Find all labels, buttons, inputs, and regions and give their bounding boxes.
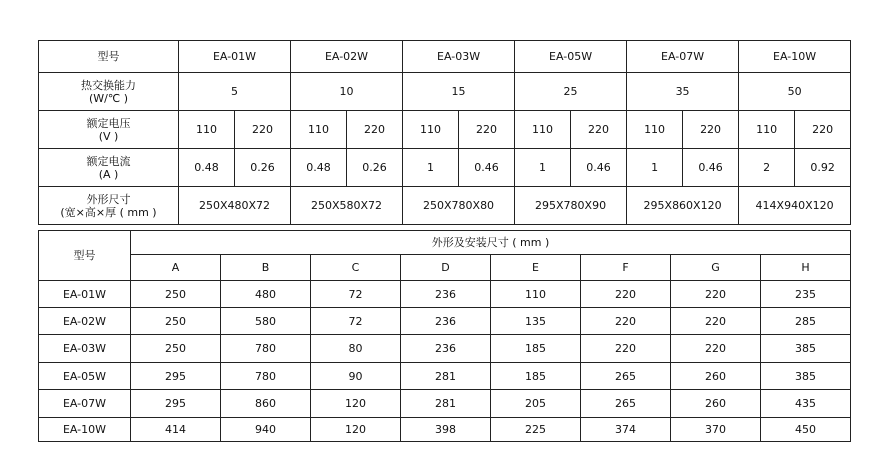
dimension-cell: 860	[221, 390, 311, 418]
column-header: H	[761, 255, 851, 281]
size-label-line1: 外形尺寸	[86, 192, 131, 206]
dims-group-row	[39, 231, 851, 255]
dims-body	[39, 281, 851, 442]
voltage-value: 110	[627, 111, 683, 149]
voltage-value: 110	[179, 111, 235, 149]
table-row	[39, 363, 851, 390]
current-value: 0.26	[235, 149, 291, 187]
dimension-cell: 260	[671, 390, 761, 418]
dimension-cell: 220	[581, 281, 671, 308]
voltage-value: 220	[235, 111, 291, 149]
current-value: 0.46	[459, 149, 515, 187]
dimension-cell: 480	[221, 281, 311, 308]
dimension-cell: 374	[581, 418, 671, 442]
dimension-cell: 250	[131, 281, 221, 308]
model-label: 型号	[39, 41, 179, 73]
voltage-label-line2: (V )	[98, 129, 119, 143]
size-value: 414X940X120	[739, 187, 851, 225]
heat-value: 35	[627, 73, 739, 111]
current-value: 1	[403, 149, 459, 187]
dimension-cell: 398	[401, 418, 491, 442]
dimension-cell: 260	[671, 363, 761, 390]
row-model: EA-03W	[39, 335, 131, 363]
model-header: EA-10W	[739, 41, 851, 73]
spec-model-row	[39, 41, 851, 73]
dimension-cell: 435	[761, 390, 851, 418]
column-header: G	[671, 255, 761, 281]
row-model: EA-10W	[39, 418, 131, 442]
dimension-cell: 295	[131, 390, 221, 418]
current-value: 0.46	[683, 149, 739, 187]
size-value: 250X780X80	[403, 187, 515, 225]
current-row	[39, 149, 851, 187]
table-row	[39, 308, 851, 335]
dimension-cell: 225	[491, 418, 581, 442]
dims-column-row	[39, 255, 851, 281]
heat-value: 15	[403, 73, 515, 111]
dimension-cell: 72	[311, 308, 401, 335]
voltage-value: 110	[291, 111, 347, 149]
column-header: C	[311, 255, 401, 281]
dimension-cell: 205	[491, 390, 581, 418]
dimension-cell: 72	[311, 281, 401, 308]
dims-model-label: 型号	[39, 231, 131, 281]
dimension-cell: 780	[221, 335, 311, 363]
column-header: E	[491, 255, 581, 281]
voltage-value: 110	[403, 111, 459, 149]
voltage-label	[39, 111, 179, 149]
column-header: F	[581, 255, 671, 281]
dimension-cell: 295	[131, 363, 221, 390]
row-model: EA-07W	[39, 390, 131, 418]
row-model: EA-05W	[39, 363, 131, 390]
model-header: EA-02W	[291, 41, 403, 73]
dimension-cell: 285	[761, 308, 851, 335]
dimension-cell: 135	[491, 308, 581, 335]
dimension-cell: 220	[671, 281, 761, 308]
model-header: EA-07W	[627, 41, 739, 73]
voltage-value: 220	[347, 111, 403, 149]
current-value: 0.48	[179, 149, 235, 187]
size-label	[39, 187, 179, 225]
table-row	[39, 418, 851, 442]
dimension-cell: 385	[761, 363, 851, 390]
dimension-cell: 780	[221, 363, 311, 390]
table-row	[39, 281, 851, 308]
voltage-value: 220	[795, 111, 851, 149]
current-value: 1	[627, 149, 683, 187]
voltage-value: 110	[739, 111, 795, 149]
heat-label	[39, 73, 179, 111]
dimension-cell: 281	[401, 363, 491, 390]
heat-value: 50	[739, 73, 851, 111]
voltage-value: 220	[459, 111, 515, 149]
dimension-cell: 236	[401, 308, 491, 335]
heat-value: 25	[515, 73, 627, 111]
current-label-line2: (A )	[98, 167, 119, 181]
size-value: 250X480X72	[179, 187, 291, 225]
dimension-cell: 450	[761, 418, 851, 442]
current-label-line1: 额定电流	[86, 154, 131, 168]
dimension-cell: 185	[491, 335, 581, 363]
row-model: EA-01W	[39, 281, 131, 308]
current-value: 0.46	[571, 149, 627, 187]
dimension-cell: 80	[311, 335, 401, 363]
voltage-row	[39, 111, 851, 149]
dimension-cell: 90	[311, 363, 401, 390]
voltage-label-line1: 额定电压	[86, 116, 131, 130]
model-header: EA-05W	[515, 41, 627, 73]
dimension-cell: 250	[131, 308, 221, 335]
column-header: A	[131, 255, 221, 281]
dimension-cell: 281	[401, 390, 491, 418]
dims-group-label: 外形及安装尺寸 ( mm )	[131, 231, 851, 255]
dimension-cell: 265	[581, 363, 671, 390]
dimension-cell: 370	[671, 418, 761, 442]
dimension-cell: 220	[671, 308, 761, 335]
spec-table	[38, 40, 851, 225]
current-value: 1	[515, 149, 571, 187]
table-row	[39, 390, 851, 418]
size-label-line2: (宽×高×厚 ( mm )	[60, 205, 157, 219]
current-value: 2	[739, 149, 795, 187]
dimension-cell: 236	[401, 281, 491, 308]
heat-label-line1: 热交换能力	[81, 78, 136, 92]
dimension-cell: 220	[671, 335, 761, 363]
size-value: 295X860X120	[627, 187, 739, 225]
dimension-cell: 265	[581, 390, 671, 418]
dimension-cell: 940	[221, 418, 311, 442]
dimension-cell: 236	[401, 335, 491, 363]
dimension-cell: 580	[221, 308, 311, 335]
dimension-cell: 220	[581, 335, 671, 363]
dimensions-table	[38, 230, 851, 442]
heat-row	[39, 73, 851, 111]
current-value: 0.92	[795, 149, 851, 187]
voltage-value: 220	[683, 111, 739, 149]
dimension-cell: 110	[491, 281, 581, 308]
dimension-cell: 250	[131, 335, 221, 363]
dimension-cell: 120	[311, 390, 401, 418]
dimension-cell: 414	[131, 418, 221, 442]
dimension-cell: 235	[761, 281, 851, 308]
heat-value: 5	[179, 73, 291, 111]
row-model: EA-02W	[39, 308, 131, 335]
size-row	[39, 187, 851, 225]
current-value: 0.48	[291, 149, 347, 187]
current-value: 0.26	[347, 149, 403, 187]
table-row	[39, 335, 851, 363]
heat-value: 10	[291, 73, 403, 111]
voltage-value: 220	[571, 111, 627, 149]
voltage-value: 110	[515, 111, 571, 149]
heat-label-line2: (W/℃ )	[88, 91, 128, 105]
dimension-cell: 220	[581, 308, 671, 335]
model-header: EA-01W	[179, 41, 291, 73]
current-label	[39, 149, 179, 187]
dimension-cell: 385	[761, 335, 851, 363]
column-header: D	[401, 255, 491, 281]
column-header: B	[221, 255, 311, 281]
size-value: 295X780X90	[515, 187, 627, 225]
dimension-cell: 120	[311, 418, 401, 442]
size-value: 250X580X72	[291, 187, 403, 225]
dimension-cell: 185	[491, 363, 581, 390]
model-header: EA-03W	[403, 41, 515, 73]
